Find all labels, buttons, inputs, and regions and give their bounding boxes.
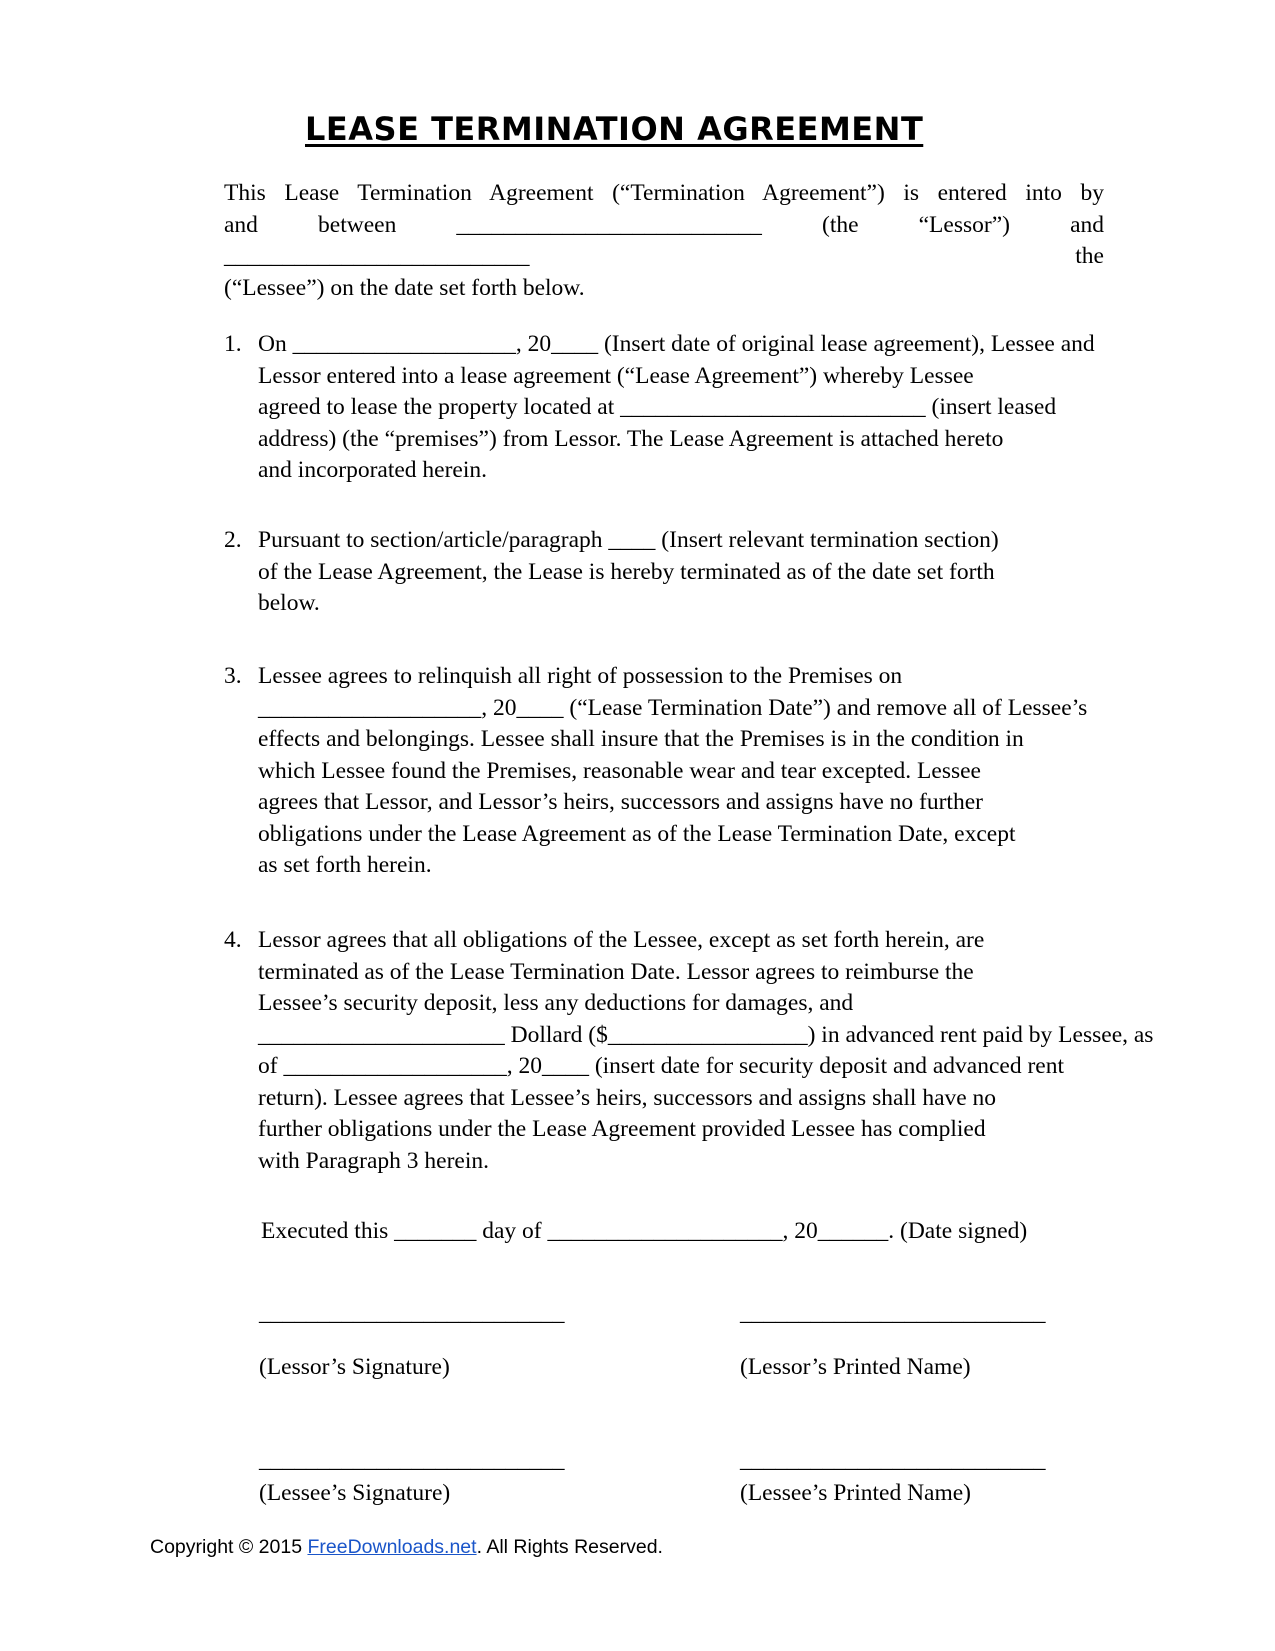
clause-line: as set forth herein.	[258, 852, 432, 878]
lessor-signature-label: (Lessor’s Signature)	[259, 1354, 450, 1380]
clause-line: further obligations under the Lease Agreement provided Lessee has complied	[258, 1116, 986, 1142]
clause-line: return). Lessee agrees that Lessee’s heirs, successors and assigns shall have no	[258, 1084, 997, 1111]
clause-line: Lessor entered into a lease agreement (“Lease Agreement”) whereby Lessee	[258, 362, 974, 389]
document-title: LEASE TERMINATION AGREEMENT	[305, 110, 924, 148]
clause-line: On ___________________, 20____ (Insert date of original lease agreement), Lessee and	[258, 331, 1095, 357]
clause-line: Lessee agrees to relinquish all right of possession to the Premises on	[258, 663, 903, 689]
intro-paragraph	[224, 178, 1104, 304]
lessee-signature-line: __________________________	[259, 1447, 565, 1473]
clause-number: 3.	[224, 663, 242, 689]
executed-date-line: Executed this _______ day of ____________________, 20______. (Date signed)	[261, 1218, 1028, 1244]
clause-line: address) (the “premises”) from Lessor. The Lease Agreement is attached hereto	[258, 425, 1004, 452]
clause-line: terminated as of the Lease Termination Date. Lessor agrees to reimburse the	[258, 958, 974, 985]
clause-text	[258, 925, 1154, 1177]
freedownloads-link[interactable]: FreeDownloads.net	[307, 1536, 477, 1558]
intro-line: (“Lessee”) on the date set forth below.	[224, 274, 585, 301]
clause-line: of ___________________, 20____ (insert date for security deposit and advanced rent	[258, 1053, 1064, 1079]
clause-line: Lessor agrees that all obligations of the Lessee, except as set forth herein, are	[258, 927, 985, 953]
clause-line: below.	[258, 590, 320, 616]
lessee-printed-name-line: __________________________	[740, 1447, 1046, 1473]
clause-number: 1.	[224, 331, 242, 357]
clause-line: of the Lease Agreement, the Lease is hereby terminated as of the date set forth	[258, 558, 995, 585]
copyright-prefix: Copyright © 2015	[150, 1536, 308, 1558]
clause-line: agreed to lease the property located at __________________________ (insert leased	[258, 394, 1057, 420]
clause-text	[258, 329, 1124, 487]
lessor-signature-line: __________________________	[259, 1300, 565, 1326]
clause-line: Pursuant to section/article/paragraph ____ (Insert relevant termination section)	[258, 527, 999, 553]
clause-line: ___________________, 20____ (“Lease Termination Date”) and remove all of Lessee’s	[258, 694, 1088, 721]
copyright-suffix: . All Rights Reserved.	[476, 1536, 663, 1558]
clause-line: with Paragraph 3 herein.	[258, 1147, 490, 1174]
clause-line: effects and belongings. Lessee shall insure that the Premises is in the condition in	[258, 726, 1024, 752]
clause-number: 4.	[224, 927, 242, 953]
clause-line: Lessee’s security deposit, less any deductions for damages, and	[258, 990, 854, 1016]
intro-line: and between __________________________ (the “Lessor”) and __________________________ the	[224, 211, 1104, 269]
copyright-footer	[150, 1536, 663, 1559]
clause-line: and incorporated herein.	[258, 457, 488, 483]
clause-text	[258, 661, 1124, 882]
clause-line: agrees that Lessor, and Lessor’s heirs, successors and assigns have no further	[258, 789, 983, 815]
intro-line: This Lease Termination Agreement (“Termination Agreement”) is entered into by	[224, 180, 1104, 206]
lessor-printed-name-line: __________________________	[740, 1300, 1046, 1326]
clause-line: which Lessee found the Premises, reasonable wear and tear excepted. Lessee	[258, 757, 981, 784]
lessee-printed-name-label: (Lessee’s Printed Name)	[740, 1480, 972, 1506]
lessee-signature-label: (Lessee’s Signature)	[259, 1480, 451, 1506]
clause-number: 2.	[224, 527, 242, 553]
clause-line: obligations under the Lease Agreement as of the Lease Termination Date, except	[258, 820, 1016, 847]
lessor-printed-name-label: (Lessor’s Printed Name)	[740, 1354, 971, 1380]
clause-line: _____________________ Dollard ($_________________) in advanced rent paid by Lessee, as	[258, 1021, 1154, 1048]
clause-text	[258, 525, 1124, 620]
